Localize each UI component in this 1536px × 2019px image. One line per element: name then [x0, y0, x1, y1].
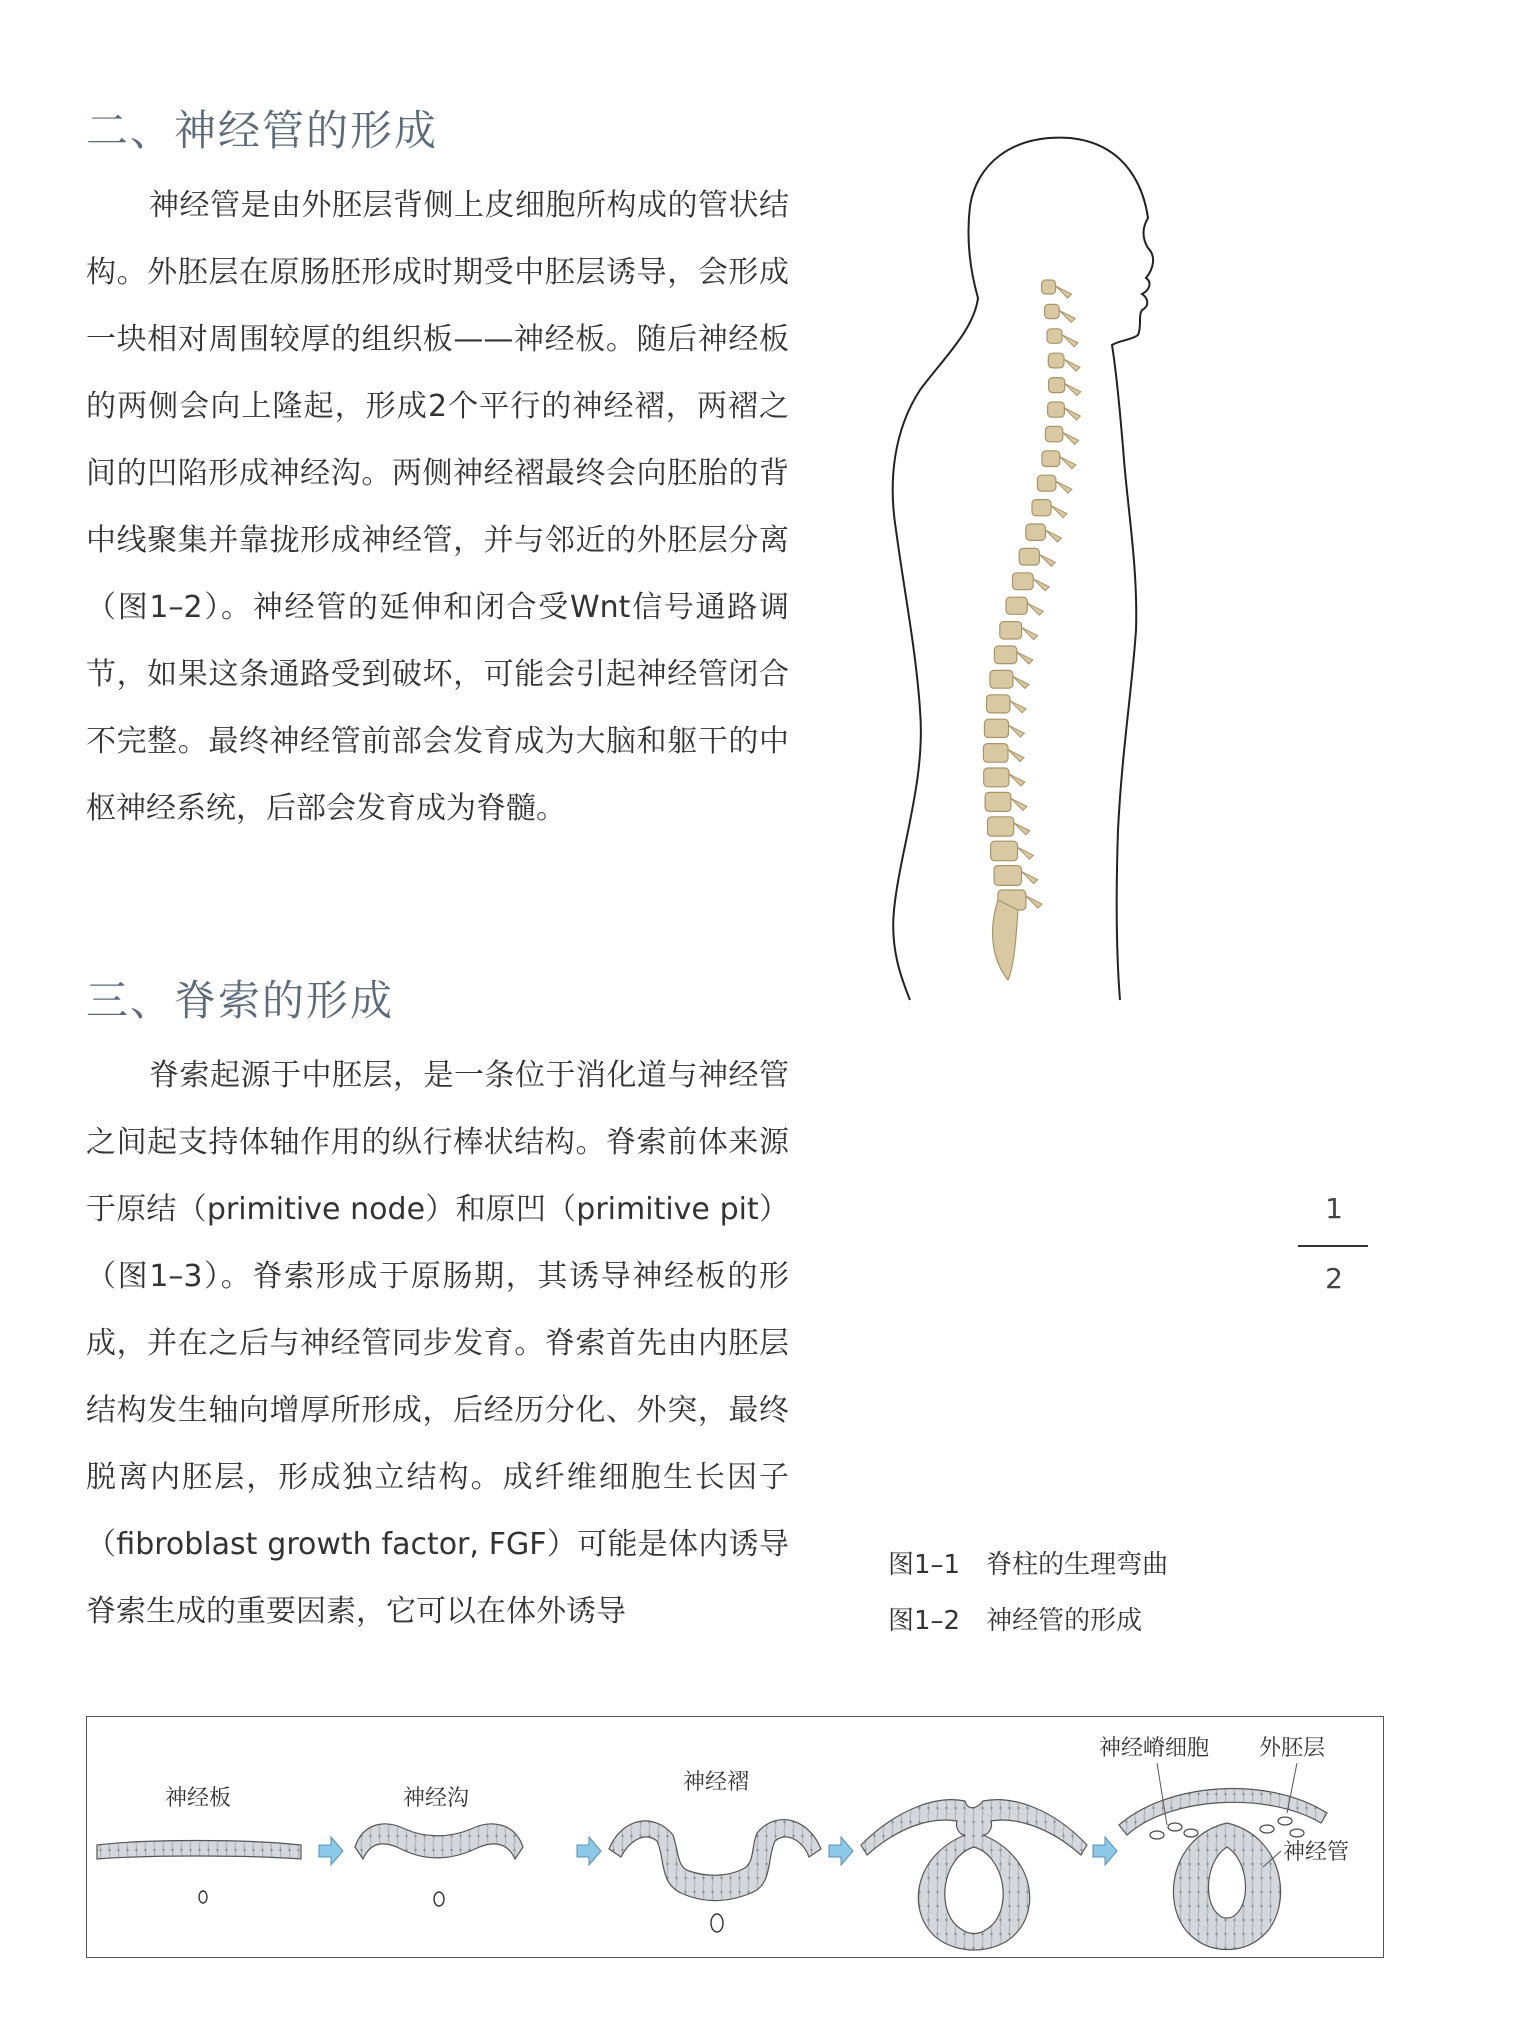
- arrow-right-icon: [1093, 1837, 1117, 1865]
- spinous-process: [1045, 530, 1061, 542]
- notochord: [199, 1891, 207, 1903]
- vertebra: [1045, 304, 1060, 318]
- vertebra: [1006, 597, 1027, 614]
- vertebra: [1047, 329, 1062, 344]
- vertebra: [988, 817, 1014, 836]
- spinous-process: [1056, 481, 1072, 493]
- body-outline: [893, 138, 1153, 1000]
- vertebra: [984, 768, 1009, 787]
- vertebra: [1037, 475, 1056, 491]
- spinous-process: [1064, 408, 1080, 420]
- spinous-process: [1065, 384, 1081, 396]
- page-number-bottom: 2: [1325, 1262, 1343, 1295]
- stage-neural-tube: [1099, 1736, 1349, 1950]
- paragraph-neural-tube: 神经管是由外胚层背侧上皮细胞所构成的管状结构。外胚层在原肠胚形成时期受中胚层诱导，会形成一块相对周围较厚的组织板——神经板。随后神经板的两侧会向上隆起，形成2个平行的神经褶，两褶之间的凹陷形成神经沟。两侧神经褶最终会向胚胎的背中线聚集并靠拢形成神经管，并与邻近的外胚层分离（图1–2）。神经管的延伸和闭合受Wnt信号通路调节，如果这条通路受到破坏，可能会引起神经管闭合不完整。最终神经管前部会发育成为大脑和躯干的中枢神经系统，后部会发育成为脊髓。: [86, 188, 789, 826]
- vertebra: [994, 866, 1021, 886]
- spinous-process: [1039, 554, 1055, 566]
- spinous-process: [1059, 310, 1075, 322]
- label-neural-groove: 神经沟: [403, 1786, 470, 1811]
- spinous-process: [1064, 359, 1080, 371]
- spinous-process: [1013, 676, 1029, 688]
- spinous-process: [1017, 652, 1033, 664]
- vertebra: [985, 792, 1011, 811]
- notochord: [711, 1914, 723, 1932]
- vertebra: [990, 670, 1013, 688]
- spinous-process: [1011, 798, 1027, 810]
- stage-neural-plate: [97, 1786, 301, 1903]
- vertebra: [1032, 500, 1051, 516]
- neural-tube-formation-figure: [86, 1716, 1384, 1958]
- arrow-right-icon: [577, 1837, 601, 1865]
- vertebra: [991, 841, 1018, 861]
- spinous-process: [1008, 750, 1024, 762]
- vertebra: [1042, 280, 1056, 294]
- page-number-divider: [1298, 1245, 1368, 1247]
- stage-neural-groove: [355, 1786, 523, 1906]
- vertebra: [1013, 573, 1034, 590]
- sacrum: [993, 900, 1018, 980]
- spinous-process: [1009, 774, 1025, 786]
- spinous-process: [1026, 896, 1042, 908]
- section-heading-neural-tube: 二、神经管的形成: [86, 106, 439, 155]
- vertebra: [1048, 402, 1065, 417]
- caption-figure-1-2: 图1–2 神经管的形成: [888, 1606, 1143, 1636]
- section-heading-notochord: 三、脊索的形成: [86, 976, 395, 1025]
- spinous-process: [1008, 725, 1024, 737]
- vertebra: [984, 719, 1008, 737]
- vertebra: [1045, 426, 1062, 441]
- spinous-process: [1010, 701, 1026, 713]
- page-number-top: 1: [1325, 1192, 1343, 1225]
- arrow-right-icon: [829, 1837, 853, 1865]
- stage-closing-tube: [861, 1800, 1087, 1950]
- spinous-process: [1022, 872, 1038, 884]
- label-neural-crest: 神经嵴细胞: [1099, 1736, 1210, 1761]
- spinous-process: [1022, 628, 1038, 640]
- spine-illustration: [983, 280, 1080, 980]
- stage-neural-folds: [609, 1770, 821, 1932]
- neural-tube-diagram: [87, 1717, 1385, 1959]
- vertebra: [1049, 378, 1065, 393]
- spinous-process: [1033, 579, 1049, 591]
- vertebra: [1000, 622, 1022, 639]
- notochord: [434, 1892, 444, 1906]
- vertebra: [1048, 353, 1064, 368]
- vertebra: [1019, 548, 1039, 565]
- vertebra: [987, 695, 1011, 713]
- caption-figure-1-1: 图1–1 脊柱的生理弯曲: [888, 1550, 1169, 1580]
- label-ectoderm: 外胚层: [1259, 1736, 1326, 1761]
- spinous-process: [1014, 823, 1030, 835]
- spinous-process: [1027, 603, 1043, 615]
- label-neural-tube: 神经管: [1283, 1840, 1350, 1865]
- vertebra: [983, 744, 1008, 763]
- spinous-process: [1056, 286, 1072, 298]
- spinous-process: [1051, 506, 1067, 518]
- spinous-process: [1063, 432, 1079, 444]
- spinous-process: [1062, 335, 1078, 347]
- spinous-process: [1060, 457, 1076, 469]
- vertebra: [1026, 524, 1046, 540]
- label-neural-folds: 神经褶: [683, 1770, 750, 1795]
- spinous-process: [1017, 847, 1033, 859]
- arrow-right-icon: [319, 1837, 343, 1865]
- vertebra: [994, 646, 1016, 664]
- label-neural-plate: 神经板: [165, 1786, 232, 1811]
- vertebra: [1042, 451, 1060, 467]
- paragraph-notochord: 脊索起源于中胚层，是一条位于消化道与神经管之间起支持体轴作用的纵行棒状结构。脊索前体来源于原结（primitive node）和原凹（primitive pit）（图1–3）。脊索形成于原肠期，其诱导神经板的形成，并在之后与神经管同步发育。脊索首先由内胚层结构发生轴向增厚所形成，后经历分化、外突，最终脱离内胚层，形成独立结构。成纤维细胞生长因子（fibroblast growth factor, FGF）可能是体内诱导脊索生成的重要因素，它可以在体外诱导: [86, 1058, 789, 1629]
- spine-curvature-figure: [880, 130, 1180, 1002]
